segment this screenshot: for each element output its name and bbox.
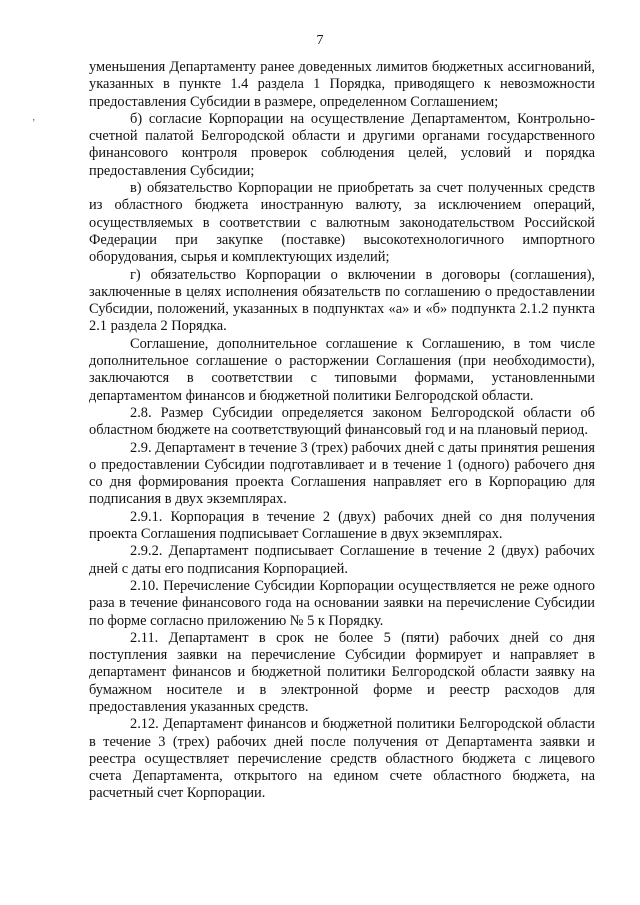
clause-2-8: 2.8. Размер Субсидии определяется законом Белгородской области об областном бюджете на соответствующий финансовый год и на плановый период. <box>89 404 595 439</box>
clause-2-9-2: 2.9.2. Департамент подписывает Соглашение в течение 2 (двух) рабочих дней с даты его подписания Корпорацией. <box>89 543 595 577</box>
document-body <box>89 59 595 803</box>
paragraph-b: б) согласие Корпорации на осуществление Департаментом, Контрольно-счетной палатой Белгородской области и другими органами государственного финансового контроля проверок соблюдения целей, условий и порядка предоставления Субсидии; <box>89 110 595 179</box>
clause-2-12: 2.12. Департамент финансов и бюджетной политики Белгородской области в течение 3 (трех) рабочих дней после получения от Департамента заявки и реестра осуществляет перечисление средств областного бюджета с лицевого счета Департамента, открытого на едином счете областного бюджета, на расчетный счет Корпорации. <box>89 716 595 802</box>
paragraph-g: г) обязательство Корпорации о включении в договоры (соглашения), заключенные в целях исполнения обязательств по соглашению о предоставлении Субсидии, положений, указанных в подпунктах «а» и «б» подпункта 2.1.2 пункта 2.1 раздела 2 Порядка. <box>89 266 595 335</box>
paragraph-continuation: уменьшения Департаменту ранее доведенных лимитов бюджетных ассигнований, указанных в пункте 1.4 раздела 1 Порядка, приводящего к невозможности предоставления Субсидии в размере, определенном Соглашением; <box>89 59 595 110</box>
paragraph-v: в) обязательство Корпорации не приобретать за счет полученных средств из областного бюджета иностранную валюту, за исключением операций, осуществляемых в соответствии с валютным законодательством Российской Федерации при закупке (поставке) высокотехнологичного импортного оборудования, сырья и комплектующих изделий; <box>89 180 595 266</box>
clause-2-9: 2.9. Департамент в течение 3 (трех) рабочих дней с даты принятия решения о предоставлении Субсидии подготавливает и в течение 1 (одного) рабочего дня со дня формирования проекта Соглашения направляет его в Корпорацию для подписания в двух экземплярах. <box>89 439 595 508</box>
clause-2-11: 2.11. Департамент в срок не более 5 (пяти) рабочих дней со дня поступления заявки на перечисление Субсидии формирует и направляет в департамент финансов и бюджетной политики Белгородской области заявку на бумажном носителе и в электронной форме и реестр расходов для предоставления указанных средств. <box>89 629 595 715</box>
paragraph-agreement-forms: Соглашение, дополнительное соглашение к Соглашению, в том числе дополнительное соглашение о расторжении Соглашения (при необходимости), заключаются в соответствии с типовыми формами, установленными департаментом финансов и бюджетной политики Белгородской области. <box>89 335 595 404</box>
margin-mark: ʼ <box>32 118 36 129</box>
page-number: 7 <box>316 33 324 48</box>
clause-2-10: 2.10. Перечисление Субсидии Корпорации осуществляется не реже одного раза в течение финансового года на основании заявки на перечисление Субсидии по форме согласно приложению № 5 к Порядку. <box>89 577 595 629</box>
clause-2-9-1: 2.9.1. Корпорация в течение 2 (двух) рабочих дней со дня получения проекта Соглашения подписывает Соглашение в двух экземплярах. <box>89 508 595 543</box>
